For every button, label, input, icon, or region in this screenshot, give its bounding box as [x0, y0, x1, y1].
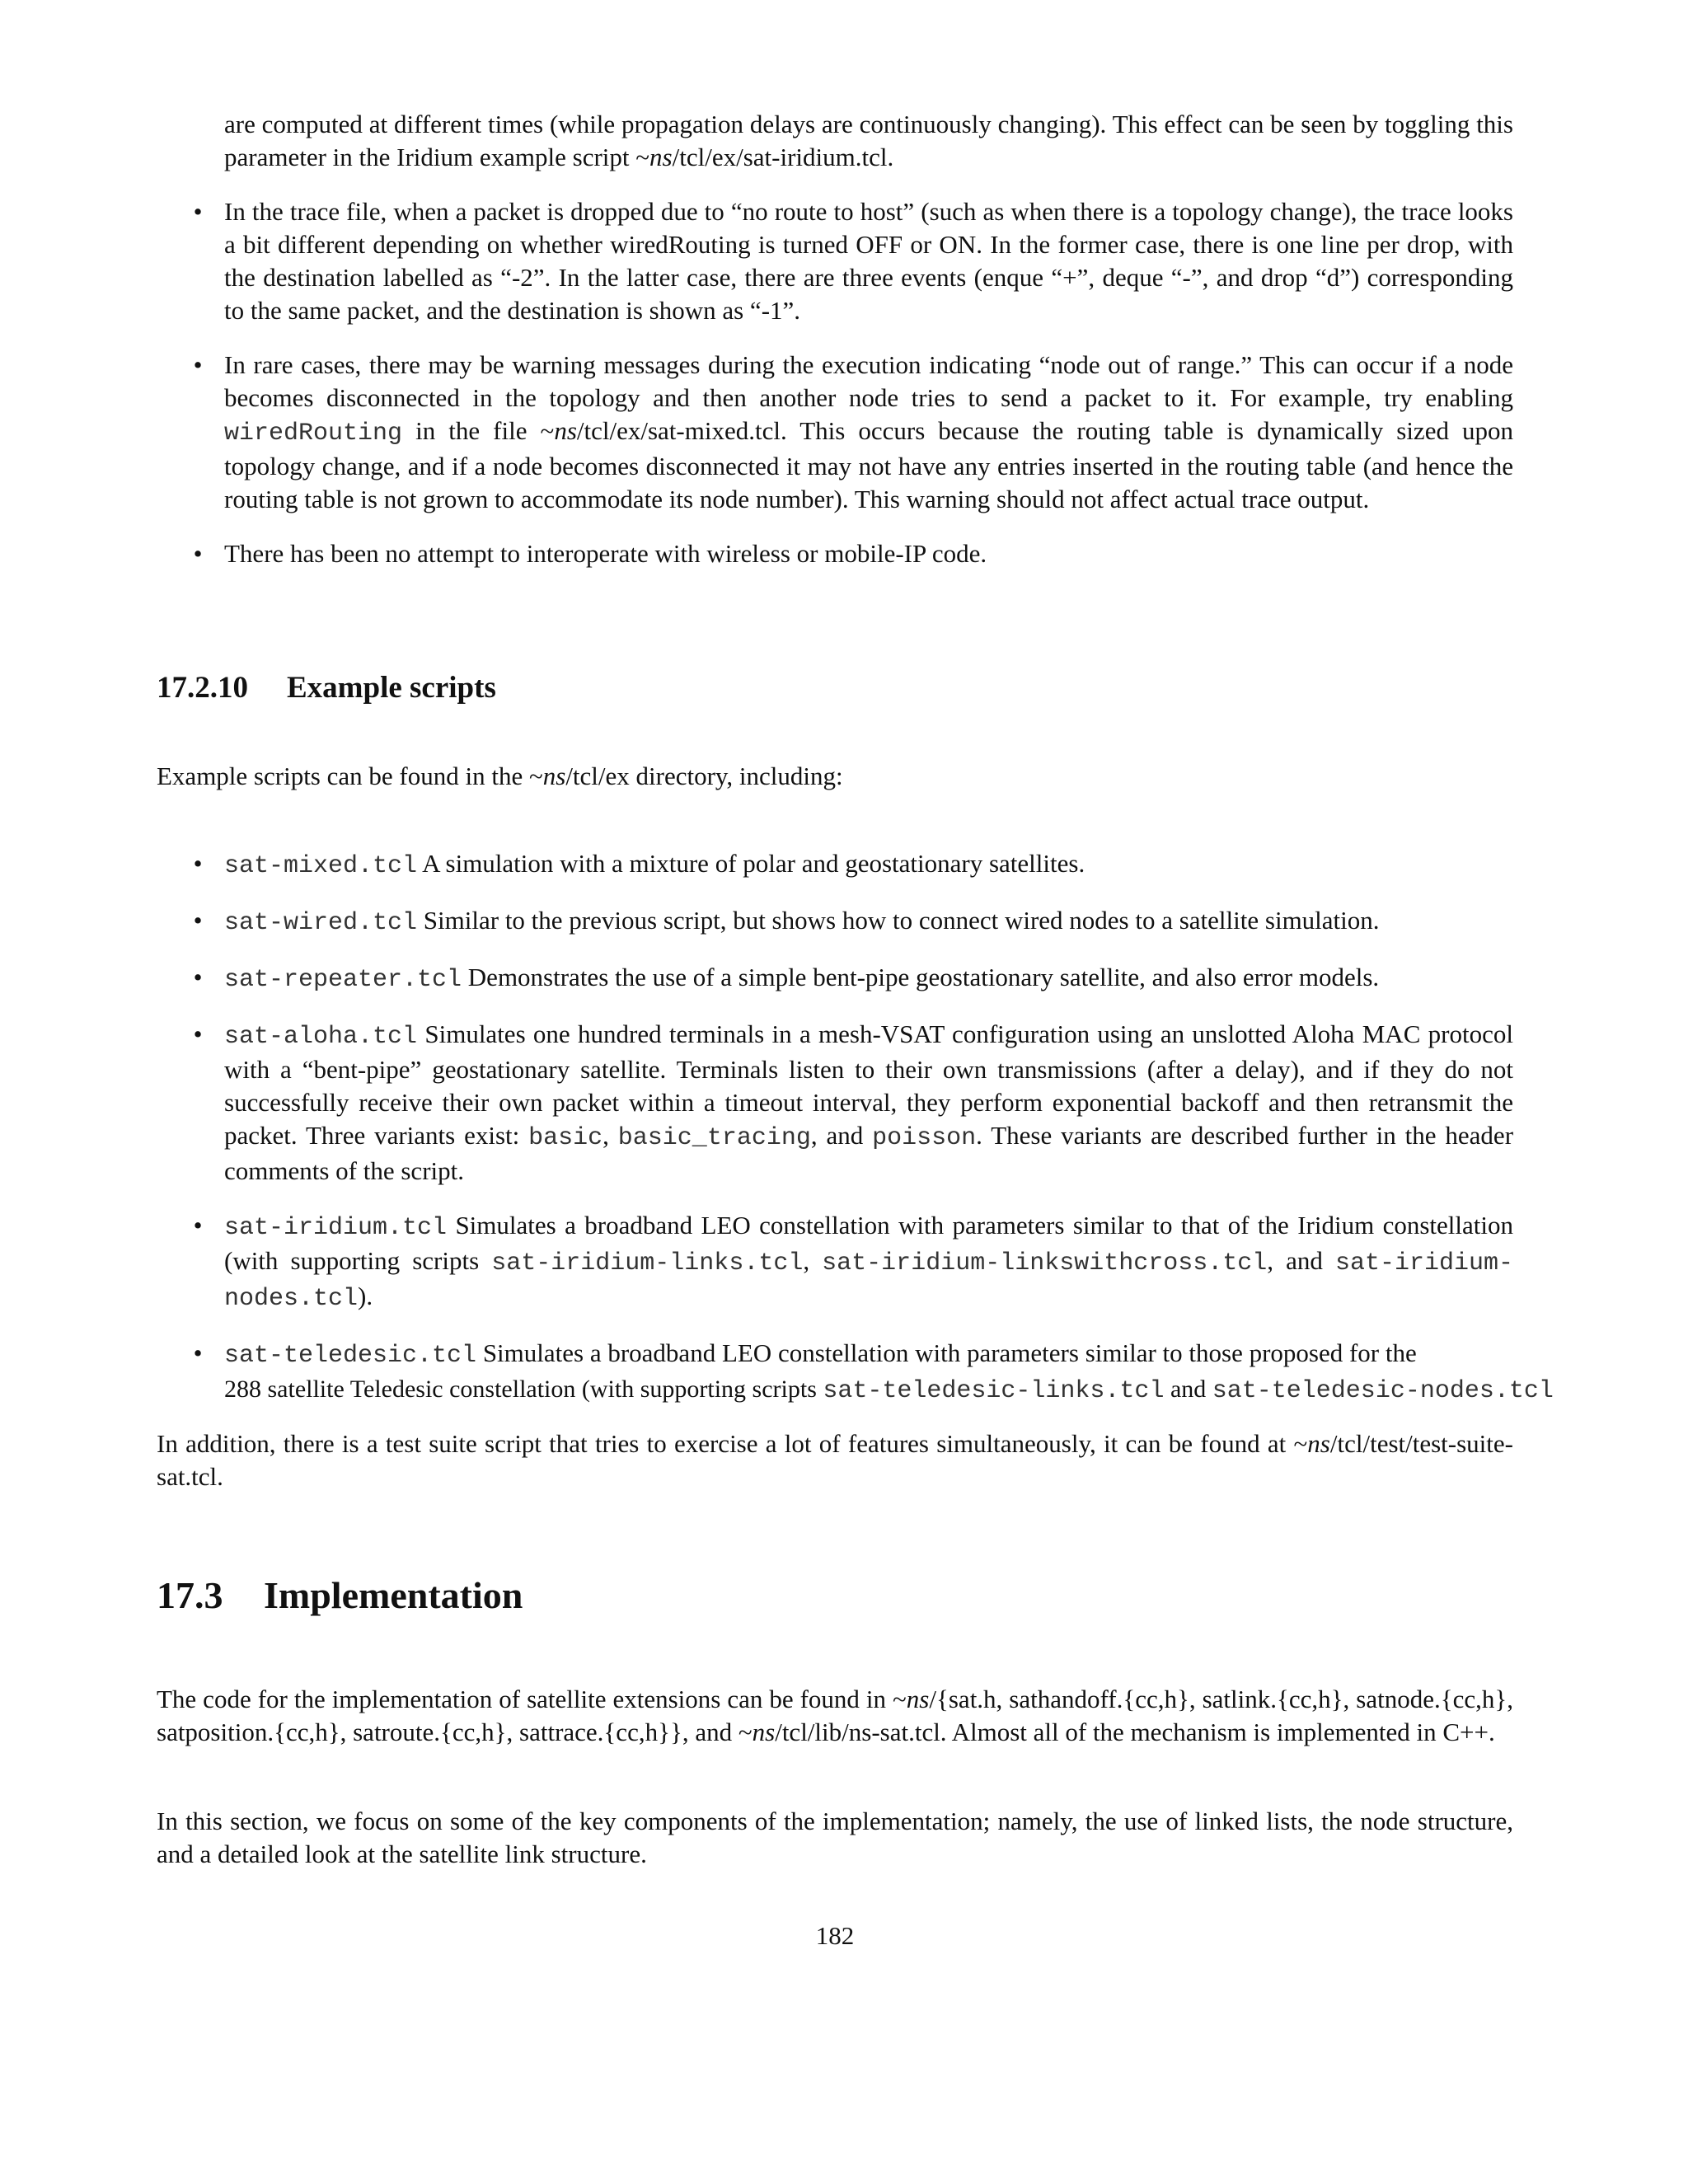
list-item: • sat-wired.tcl Similar to the previous script, but shows how to connect wired nodes to a satellite simulation.	[157, 904, 1513, 940]
continuation-paragraph	[224, 108, 1513, 174]
section-heading	[157, 1572, 523, 1619]
ns-italic: ns	[542, 762, 566, 790]
list-item: • There has been no attempt to interoperate with wireless or mobile-IP code.	[157, 537, 1513, 570]
bullet-icon: •	[193, 906, 203, 935]
test-suite-paragraph: In addition, there is a test suite script that tries to exercise a lot of features simultaneously, it can be found at ~ns/tcl/test/test-suite-sat.tcl.	[157, 1429, 1513, 1491]
bullet-icon: •	[193, 350, 203, 379]
teledesic-line: 288 satellite Teledesic constellation (with supporting scripts sat-teledesic-links.tcl and sat-teledesic-nodes.tcl	[224, 1376, 1554, 1405]
list-item: • sat-teledesic.tcl Simulates a broadband LEO constellation with parameters similar to those proposed for the 288 satellite Teledesic constellation (with supporting scripts sat-teledesic-links.tcl and sat-teledesic-nodes.tcl	[157, 1337, 1513, 1408]
supporting-script: sat-teledesic-links.tcl	[823, 1377, 1165, 1405]
list-item: • In rare cases, there may be warning messages during the execution indicating “node out of range.” This can occur if a node becomes disconnected in the topology and then another node tries to send a packet to it. For example, try enabling wiredRouting in the file ~ns/tcl/ex/sat-mixed.tcl. This occurs because the routing table is dynamically sized upon topology change, and if a node becomes disconnected it may not have any entries inserted in the routing table (and hence the routing table is not grown to accommodate its node number). This warning should not affect actual trace output.	[157, 349, 1513, 516]
bullet-icon: •	[193, 963, 203, 991]
bullet-icon: •	[193, 1338, 203, 1367]
variant-basic-tracing: basic_tracing	[617, 1124, 811, 1152]
continuation-path: /tcl/ex/sat-iridium.tcl.	[672, 143, 894, 171]
variant-basic: basic	[528, 1124, 603, 1152]
section-title: Implementation	[264, 1574, 523, 1616]
supporting-script: sat-iridium-links.tcl	[491, 1249, 804, 1277]
scripts-bullet-list	[157, 847, 1554, 1408]
supporting-script: sat-iridium-linkswithcross.tcl	[822, 1249, 1268, 1277]
continuation-text: are computed at different times (while propagation delays are continuously changing). This effect can be seen by toggling this parameter in the Iridium example script ~	[224, 110, 1513, 171]
bullet-icon: •	[193, 1211, 203, 1240]
implementation-focus-paragraph: In this section, we focus on some of the key components of the implementation; namely, the use of linked lists, the node structure, and a detailed look at the satellite link structure.	[157, 1807, 1513, 1868]
list-item: • sat-iridium.tcl Simulates a broadband LEO constellation with parameters similar to that of the Iridium constellation (with supporting scripts sat-iridium-links.tcl, sat-iridium-linkswithcross.tcl, and sat-iridium-nodes.tcl).	[157, 1209, 1513, 1315]
script-name: sat-iridium.tcl	[224, 1214, 448, 1242]
bullet-icon: •	[193, 1019, 203, 1048]
subsection-title: Example scripts	[287, 671, 496, 705]
bullet-icon: •	[193, 197, 203, 226]
implementation-paragraph: The code for the implementation of satellite extensions can be found in ~ns/{sat.h, sathandoff.{cc,h}, satlink.{cc,h}, satnode.{cc,h}, satposition.{cc,h}, satroute.{cc,h}, sattrace.{cc,h}}, and ~ns/tcl/lib/ns-sat.tcl. Almost all of the mechanism is implemented in C++.	[157, 1685, 1513, 1746]
page-number: 182	[815, 1921, 855, 1950]
list-item: • In the trace file, when a packet is dropped due to “no route to host” (such as when there is a topology change), the trace looks a bit different depending on whether wiredRouting is turned OFF or ON. In the former case, there is one line per drop, with the destination labelled as “-2”. In the latter case, there are three events (enque “+”, deque “-”, and drop “d”) corresponding to the same packet, and the destination is shown as “-1”.	[157, 195, 1513, 327]
document-page	[157, 0, 1554, 2184]
list-item: • sat-aloha.tcl Simulates one hundred terminals in a mesh-VSAT configuration using an unslotted Aloha MAC protocol with a “bent-pipe” geostationary satellite. Terminals listen to their own transmissions (after a delay), and if they do not successfully receive their own packet within a timeout interval, they perform exponential backoff and then retransmit the packet. Three variants exist: basic, basic_tracing, and poisson. These variants are described further in the header comments of the script.	[157, 1018, 1513, 1188]
section-number: 17.3	[157, 1574, 223, 1616]
ns-italic: ns	[752, 1718, 776, 1746]
script-name: sat-teledesic.tcl	[224, 1342, 477, 1370]
subsection-number: 17.2.10	[157, 671, 248, 705]
supporting-script: sat-iridium-nodes.tcl	[224, 1249, 1513, 1313]
variant-poisson: poisson	[872, 1124, 977, 1152]
scripts-intro: Example scripts can be found in the ~ns/tcl/ex directory, including:	[157, 762, 843, 790]
code-wiredrouting: wiredRouting	[224, 419, 403, 448]
script-name: sat-mixed.tcl	[224, 852, 418, 880]
ns-italic: ns	[1307, 1429, 1330, 1458]
bullet-icon: •	[193, 539, 203, 568]
supporting-script: sat-teledesic-nodes.tcl	[1212, 1377, 1554, 1405]
script-name: sat-repeater.tcl	[224, 966, 462, 994]
bullet-icon: •	[193, 849, 203, 878]
list-item: • sat-mixed.tcl A simulation with a mixture of polar and geostationary satellites.	[157, 847, 1513, 883]
ns-italic: ns	[554, 416, 577, 445]
notes-bullet-list	[157, 195, 1513, 570]
script-name: sat-aloha.tcl	[224, 1023, 418, 1051]
ns-italic: ns	[906, 1685, 930, 1713]
script-name: sat-wired.tcl	[224, 909, 418, 937]
list-item: • sat-repeater.tcl Demonstrates the use of a simple bent-pipe geostationary satellite, and also error models.	[157, 961, 1513, 996]
subsection-heading	[157, 669, 496, 707]
ns-italic: ns	[649, 143, 673, 171]
